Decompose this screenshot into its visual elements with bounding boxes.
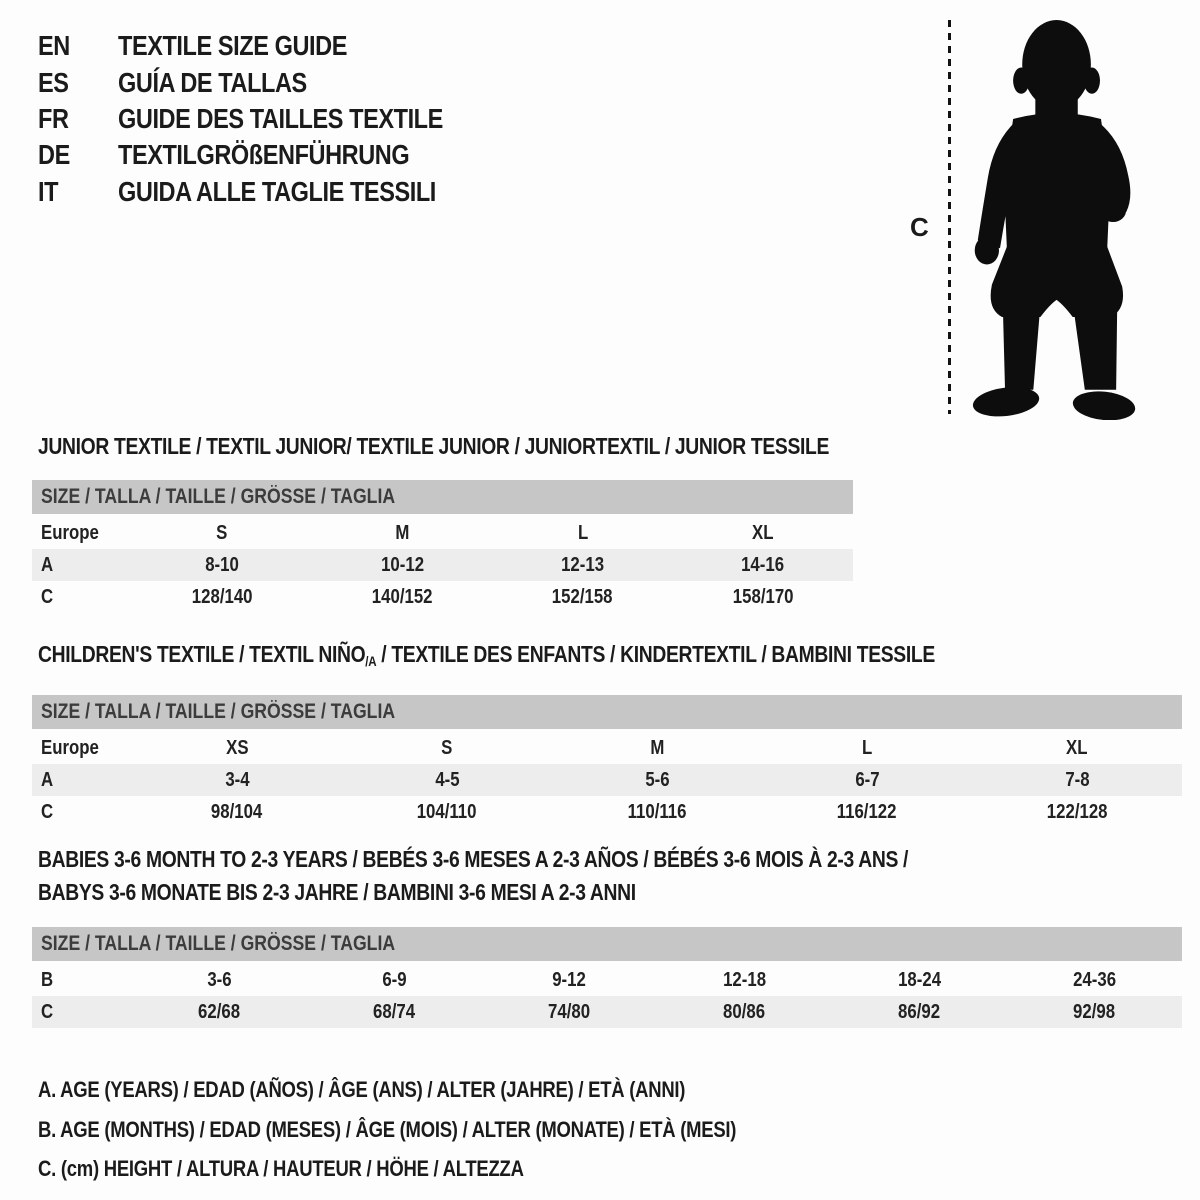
row-label: A (41, 768, 54, 791)
row-label: Europe (41, 522, 99, 544)
junior-size-header-bar: SIZE / TALLA / TAILLE / GRÖSSE / TAGLIA (32, 480, 853, 514)
age-cell: 24-36 (1073, 969, 1116, 991)
legend-line-height-cm: C. (cm) HEIGHT / ALTURA / HAUTEUR / HÖHE / ALTEZZA (38, 1156, 524, 1181)
language-row-de (38, 137, 505, 173)
height-cell: 98/104 (211, 800, 263, 823)
height-cell: 158/170 (732, 586, 794, 608)
size-cell: XL (752, 522, 774, 544)
age-cell: 7-8 (1064, 768, 1090, 791)
children-size-table (32, 732, 1182, 828)
language-title: GUIDA ALLE TAGLIE TESSILI (118, 175, 436, 207)
junior-section (32, 433, 853, 613)
height-measure-label: C (910, 212, 929, 242)
table-row (32, 732, 1182, 764)
height-cell: 68/74 (373, 1001, 416, 1023)
row-label: C (41, 800, 54, 823)
language-title: TEXTILE SIZE GUIDE (118, 30, 347, 62)
language-row-fr (38, 101, 505, 137)
size-cell: S (441, 736, 453, 759)
language-code: IT (38, 175, 59, 207)
age-cell: 12-13 (561, 554, 605, 576)
height-cell: 86/92 (898, 1001, 941, 1023)
age-cell: 5-6 (644, 768, 670, 791)
junior-size-table (32, 517, 853, 613)
row-label: Europe (41, 736, 99, 759)
junior-section-title: JUNIOR TEXTILE / TEXTIL JUNIOR/ TEXTILE JUNIOR / JUNIORTEXTIL / JUNIOR TESSILE (38, 433, 830, 459)
age-cell: 4-5 (434, 768, 460, 791)
height-cell: 74/80 (548, 1001, 591, 1023)
babies-section (32, 846, 1182, 1028)
size-cell: XL (1066, 736, 1088, 759)
language-row-it (38, 174, 505, 210)
table-row (32, 964, 1182, 996)
age-cell: 12-18 (723, 969, 766, 991)
age-cell: 14-16 (741, 554, 785, 576)
language-title: GUIDE DES TAILLES TEXTILE (118, 102, 443, 134)
height-cell: 128/140 (191, 586, 253, 608)
language-code: FR (38, 102, 69, 134)
language-row-en (38, 28, 505, 64)
row-label: C (41, 1001, 54, 1023)
size-cell: M (649, 736, 664, 759)
children-size-header-bar: SIZE / TALLA / TAILLE / GRÖSSE / TAGLIA (32, 695, 1182, 729)
babies-size-header-bar: SIZE / TALLA / TAILLE / GRÖSSE / TAGLIA (32, 927, 1182, 961)
language-title: TEXTILGRÖßENFÜHRUNG (118, 139, 410, 171)
babies-size-table (32, 964, 1182, 1028)
table-row (32, 764, 1182, 796)
children-section (32, 641, 1182, 828)
age-cell: 8-10 (205, 554, 239, 576)
table-row (32, 517, 853, 549)
language-row-es (38, 64, 505, 100)
size-cell: XS (225, 736, 249, 759)
table-row (32, 549, 853, 581)
size-cell: L (861, 736, 873, 759)
toddler-silhouette-icon (968, 14, 1136, 420)
age-cell: 10-12 (380, 554, 424, 576)
babies-section-title-line2: BABYS 3-6 MONATE BIS 2-3 JAHRE / BAMBINI 3-6 MESI A 2-3 ANNI (38, 879, 636, 905)
language-code: ES (38, 66, 69, 98)
age-cell: 6-9 (382, 969, 407, 991)
row-label: B (41, 969, 54, 991)
language-code: EN (38, 30, 70, 62)
table-row (32, 996, 1182, 1028)
height-cell: 140/152 (372, 586, 433, 608)
legend-line-age-months: B. AGE (MONTHS) / EDAD (MESES) / ÂGE (MOIS) / ALTER (MONATE) / ETÀ (MESI) (38, 1116, 737, 1142)
legend (38, 1070, 869, 1189)
height-measure-dashed-line (948, 20, 951, 414)
size-cell: S (216, 522, 228, 544)
table-row (32, 581, 853, 613)
age-cell: 3-4 (224, 768, 250, 791)
age-cell: 18-24 (898, 969, 941, 991)
age-cell: 6-7 (854, 768, 880, 791)
language-code: DE (38, 139, 70, 171)
height-cell: 92/98 (1073, 1001, 1116, 1023)
babies-section-title-line1: BABIES 3-6 MONTH TO 2-3 YEARS / BEBÉS 3-6 MESES A 2-3 AÑOS / BÉBÉS 3-6 MOIS À 2-3 ANS / (38, 846, 909, 872)
table-row (32, 796, 1182, 828)
height-cell: 122/128 (1046, 800, 1108, 823)
row-label: C (41, 586, 54, 608)
size-cell: L (577, 522, 588, 544)
height-cell: 104/110 (417, 800, 477, 823)
legend-line-age-years: A. AGE (YEARS) / EDAD (AÑOS) / ÂGE (ANS) / ALTER (JAHRE) / ETÀ (ANNI) (38, 1077, 686, 1102)
height-cell: 110/116 (627, 800, 687, 823)
height-cell: 116/122 (837, 800, 897, 823)
height-cell: 152/158 (552, 586, 613, 608)
size-cell: M (395, 522, 410, 544)
height-cell: 80/86 (723, 1001, 766, 1023)
height-cell: 62/68 (198, 1001, 241, 1023)
children-section-title: CHILDREN'S TEXTILE / TEXTIL NIÑO/A / TEXTILE DES ENFANTS / KINDERTEXTIL / BAMBINI TESSILE (38, 641, 935, 669)
language-title: GUÍA DE TALLAS (118, 66, 307, 98)
row-label: A (41, 554, 54, 576)
language-list (38, 28, 505, 210)
age-cell: 9-12 (552, 969, 587, 991)
age-cell: 3-6 (207, 969, 232, 991)
